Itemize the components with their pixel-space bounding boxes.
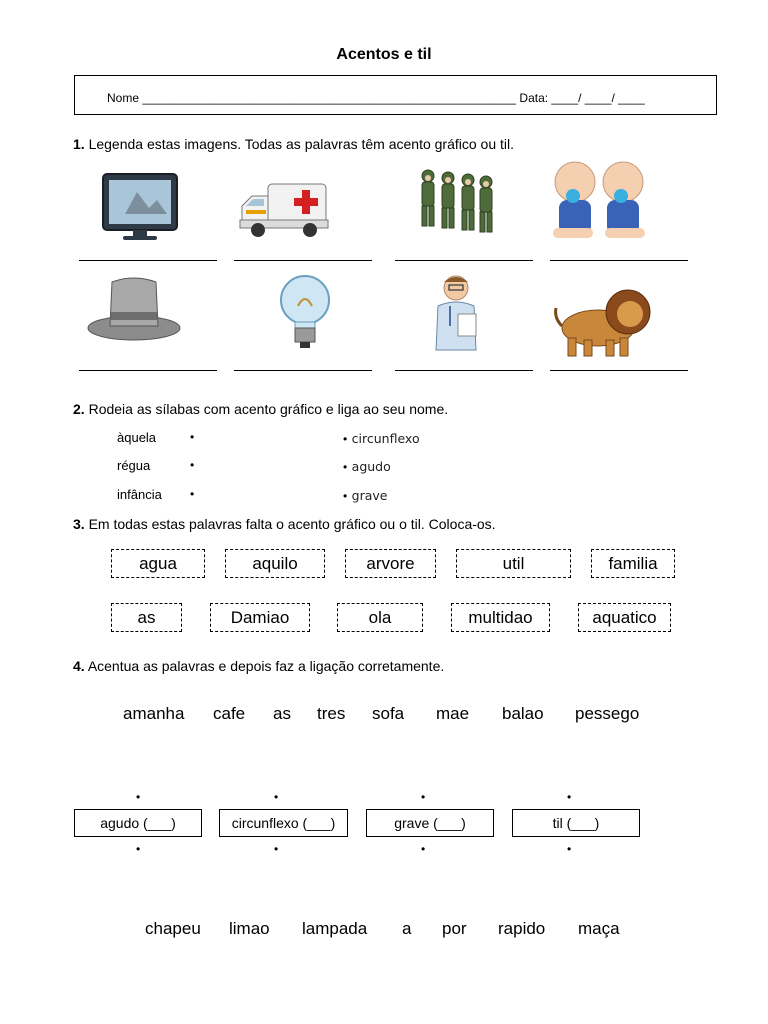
question-2-text: Rodeia as sílabas com acento gráfico e liga ao seu nome. [88, 401, 449, 417]
q2-right-dot: • [343, 460, 348, 474]
question-2-number: 2. [73, 401, 85, 417]
q2-word[interactable]: régua [117, 458, 151, 473]
answer-line[interactable] [550, 260, 688, 261]
q4-top-word[interactable]: pessego [575, 704, 640, 723]
answer-line[interactable] [550, 370, 688, 371]
answer-line[interactable] [234, 260, 372, 261]
question-3-number: 3. [73, 516, 85, 532]
q2-left-dot[interactable]: • [190, 487, 195, 501]
answer-line[interactable] [79, 260, 217, 261]
name-date-box [74, 75, 717, 115]
name-date-line[interactable]: Nome ________________________________________________________ Data: ____/ ____/ ____ [107, 91, 645, 105]
question-4-text: Acentua as palavras e depois faz a ligação corretamente. [87, 658, 445, 674]
answer-line[interactable] [79, 370, 217, 371]
answer-line[interactable] [234, 370, 372, 371]
q2-accent-label: agudo [351, 459, 391, 474]
answer-line[interactable] [395, 370, 533, 371]
q4-accent-box[interactable]: grave (___) [366, 809, 494, 837]
tv-icon [97, 168, 183, 244]
q3-word-box[interactable]: arvore [345, 549, 436, 578]
q2-accent-label: circunflexo [351, 431, 420, 446]
q4-top-dot[interactable]: • [421, 790, 426, 804]
soldiers-icon [414, 164, 500, 236]
question-3 [73, 516, 496, 532]
q4-top-word[interactable]: sofa [372, 704, 405, 723]
q3-word-box[interactable]: util [456, 549, 571, 578]
question-1-text: Legenda estas imagens. Todas as palavras têm acento gráfico ou til. [88, 136, 515, 152]
q4-bottom-word[interactable]: maça [578, 919, 620, 938]
q4-accent-box[interactable]: til (___) [512, 809, 640, 837]
q2-accent-option[interactable] [343, 458, 391, 476]
q3-word-box[interactable]: agua [111, 549, 205, 578]
question-4-number: 4. [73, 658, 85, 674]
q4-bottom-word[interactable]: chapeu [145, 919, 201, 938]
q2-accent-label: grave [351, 488, 388, 503]
q4-bottom-dot[interactable]: • [136, 842, 141, 856]
q2-left-dot[interactable]: • [190, 430, 195, 444]
q4-top-word[interactable]: cafe [213, 704, 246, 723]
q4-top-word[interactable]: tres [317, 704, 346, 723]
question-2 [73, 401, 448, 417]
question-1-number: 1. [73, 136, 85, 152]
light-bulb-icon [274, 272, 336, 352]
q2-word[interactable]: infância [117, 487, 162, 502]
q2-right-dot: • [343, 489, 348, 503]
q4-top-dot[interactable]: • [567, 790, 572, 804]
lion-icon [552, 282, 654, 360]
q2-left-dot[interactable]: • [190, 458, 195, 472]
q4-bottom-word[interactable]: lampada [302, 919, 368, 938]
q4-top-word[interactable]: as [273, 704, 291, 723]
q4-bottom-dot[interactable]: • [274, 842, 279, 856]
q4-top-word[interactable]: balao [502, 704, 544, 723]
q3-word-box[interactable]: aquilo [225, 549, 325, 578]
question-4 [73, 658, 444, 674]
q4-bottom-word[interactable]: a [402, 919, 412, 938]
q4-bottom-dot[interactable]: • [421, 842, 426, 856]
question-3-text: Em todas estas palavras falta o acento gráfico ou o til. Coloca-os. [88, 516, 496, 532]
q4-accent-box[interactable]: agudo (___) [74, 809, 202, 837]
q4-bottom-word[interactable]: rapido [498, 919, 546, 938]
ambulance-icon [238, 178, 330, 242]
q4-bottom-word[interactable]: limao [229, 919, 270, 938]
babies-icon [549, 158, 649, 240]
q4-accent-box[interactable]: circunflexo (___) [219, 809, 348, 837]
q2-accent-option[interactable] [343, 430, 420, 448]
q4-top-word[interactable]: mae [436, 704, 470, 723]
q3-word-box[interactable]: familia [591, 549, 675, 578]
question-1 [73, 136, 514, 152]
q3-word-box[interactable]: as [111, 603, 182, 632]
q4-bottom-word[interactable]: por [442, 919, 467, 938]
q4-top-dot[interactable]: • [136, 790, 141, 804]
q4-bottom-dot[interactable]: • [567, 842, 572, 856]
q2-accent-option[interactable] [343, 487, 387, 505]
q3-word-box[interactable]: ola [337, 603, 423, 632]
answer-line[interactable] [395, 260, 533, 261]
page-title: Acentos e til [336, 46, 432, 63]
q4-top-word[interactable]: amanha [123, 704, 185, 723]
q3-word-box[interactable]: Damiao [210, 603, 310, 632]
top-hat-icon [86, 272, 182, 344]
doctor-icon [428, 272, 484, 354]
q3-word-box[interactable]: aquatico [578, 603, 671, 632]
q4-top-dot[interactable]: • [274, 790, 279, 804]
q3-word-box[interactable]: multidao [451, 603, 550, 632]
q2-word[interactable]: àquela [117, 430, 157, 445]
q2-right-dot: • [343, 432, 348, 446]
